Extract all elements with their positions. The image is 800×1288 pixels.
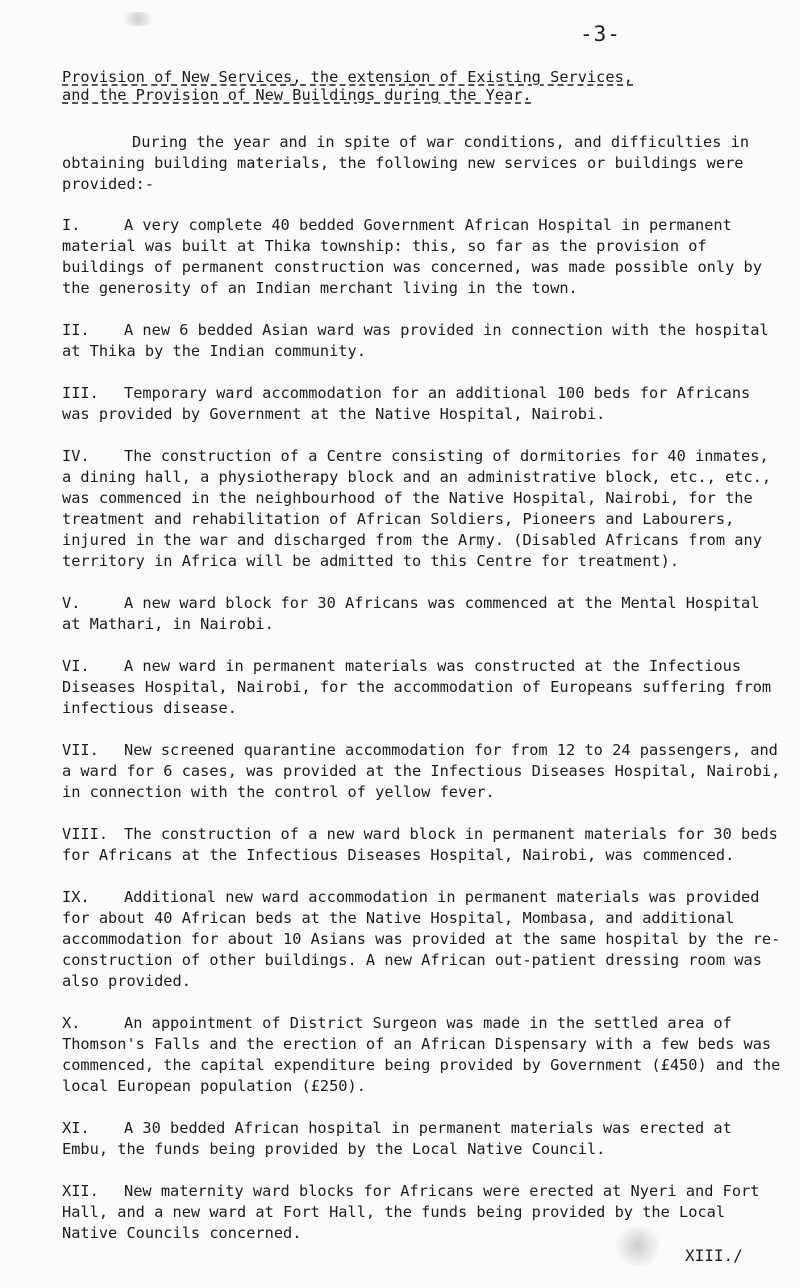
list-item xyxy=(62,1013,786,1097)
list-item xyxy=(62,656,786,719)
item-number: I. xyxy=(62,216,81,234)
item-text: The construction of a new ward block in permanent materials for 30 beds for Africans at the Infectious Diseases Hospital, Nairobi, was commenced. xyxy=(62,825,778,864)
item-number: V. xyxy=(62,594,81,612)
item-text: A new ward in permanent materials was constructed at the Infectious Diseases Hospital, Nairobi, for the accommodation of Europeans suffering from infectious disease. xyxy=(62,657,772,717)
item-text: An appointment of District Surgeon was made in the settled area of Thomson's Falls and the erection of an African Dispensary with a few beds was commenced, the capital expenditure being provided by Government (£450) and the local European population (£250). xyxy=(62,1014,781,1095)
item-number: VI. xyxy=(62,657,90,675)
item-text: New screened quarantine accommodation for from 12 to 24 passengers, and a ward for 6 cases, was provided at the Infectious Diseases Hospital, Nairobi, in connection with the control of yellow fever. xyxy=(62,741,781,801)
list-item xyxy=(62,593,786,635)
list-item xyxy=(62,824,786,866)
heading-line-1: Provision of New Services, the extension of Existing Services, xyxy=(62,68,633,86)
item-number: X. xyxy=(62,1014,81,1032)
list-item xyxy=(62,215,786,299)
item-number: IV. xyxy=(62,447,90,465)
heading-line-2: and the Provision of New Buildings during the Year. xyxy=(62,86,532,104)
item-text: A 30 bedded African hospital in permanent materials was erected at Embu, the funds being provided by the Local Native Council. xyxy=(62,1119,732,1158)
scan-smudge xyxy=(118,12,158,26)
item-number: VII. xyxy=(62,741,99,759)
item-text: A new ward block for 30 Africans was commenced at the Mental Hospital at Mathari, in Nairobi. xyxy=(62,594,760,633)
item-number: III. xyxy=(62,384,99,402)
item-text: A very complete 40 bedded Government African Hospital in permanent material was built at Thika township: this, so far as the provision of buildings of permanent construction was concerned, was made possible only by the generosity of an Indian merchant living in the town. xyxy=(62,216,762,297)
item-text: Temporary ward accommodation for an additional 100 beds for Africans was provided by Government at the Native Hospital, Nairobi. xyxy=(62,384,751,423)
item-number: XI. xyxy=(62,1119,90,1137)
list-item xyxy=(62,383,786,425)
list-item xyxy=(62,320,786,362)
list-item xyxy=(62,740,786,803)
list-item xyxy=(62,446,786,572)
item-number: II. xyxy=(62,321,90,339)
list-item xyxy=(62,887,786,992)
item-text: New maternity ward blocks for Africans were erected at Nyeri and Fort Hall, and a new ward at Fort Hall, the funds being provided by the Local Native Councils concerned. xyxy=(62,1182,760,1242)
continuation-marker: XIII./ xyxy=(685,1246,743,1265)
item-number: VIII. xyxy=(62,825,109,843)
intro-paragraph: During the year and in spite of war conditions, and difficulties in obtaining building materials, the following new services or buildings were provided:- xyxy=(62,133,750,193)
item-text: Additional new ward accommodation in permanent materials was provided for about 40 African beds at the Native Hospital, Mombasa, and additional accommodation for about 10 Asians was provided at the same hospital by the re-construction of other buildings. A new African out-patient dressing room was also provided. xyxy=(62,888,781,990)
section-heading xyxy=(62,68,782,104)
item-text: The construction of a Centre consisting of dormitories for 40 inmates, a dining hall, a physiotherapy block and an administrative block, etc., etc., was commenced in the neighbourhood of the Native Hospital, Nairobi, for the treatment and rehabilitation of African Soldiers, Pioneers and Labourers, injured in the war and discharged from the Army. (Disabled Africans from any territory in Africa will be admitted to this Centre for treatment). xyxy=(62,447,772,570)
item-number: XII. xyxy=(62,1182,99,1200)
page-number: -3- xyxy=(580,22,621,46)
list-item xyxy=(62,1181,786,1244)
item-text: A new 6 bedded Asian ward was provided in connection with the hospital at Thika by the Indian community. xyxy=(62,321,769,360)
list-item xyxy=(62,1118,786,1160)
item-number: IX. xyxy=(62,888,90,906)
